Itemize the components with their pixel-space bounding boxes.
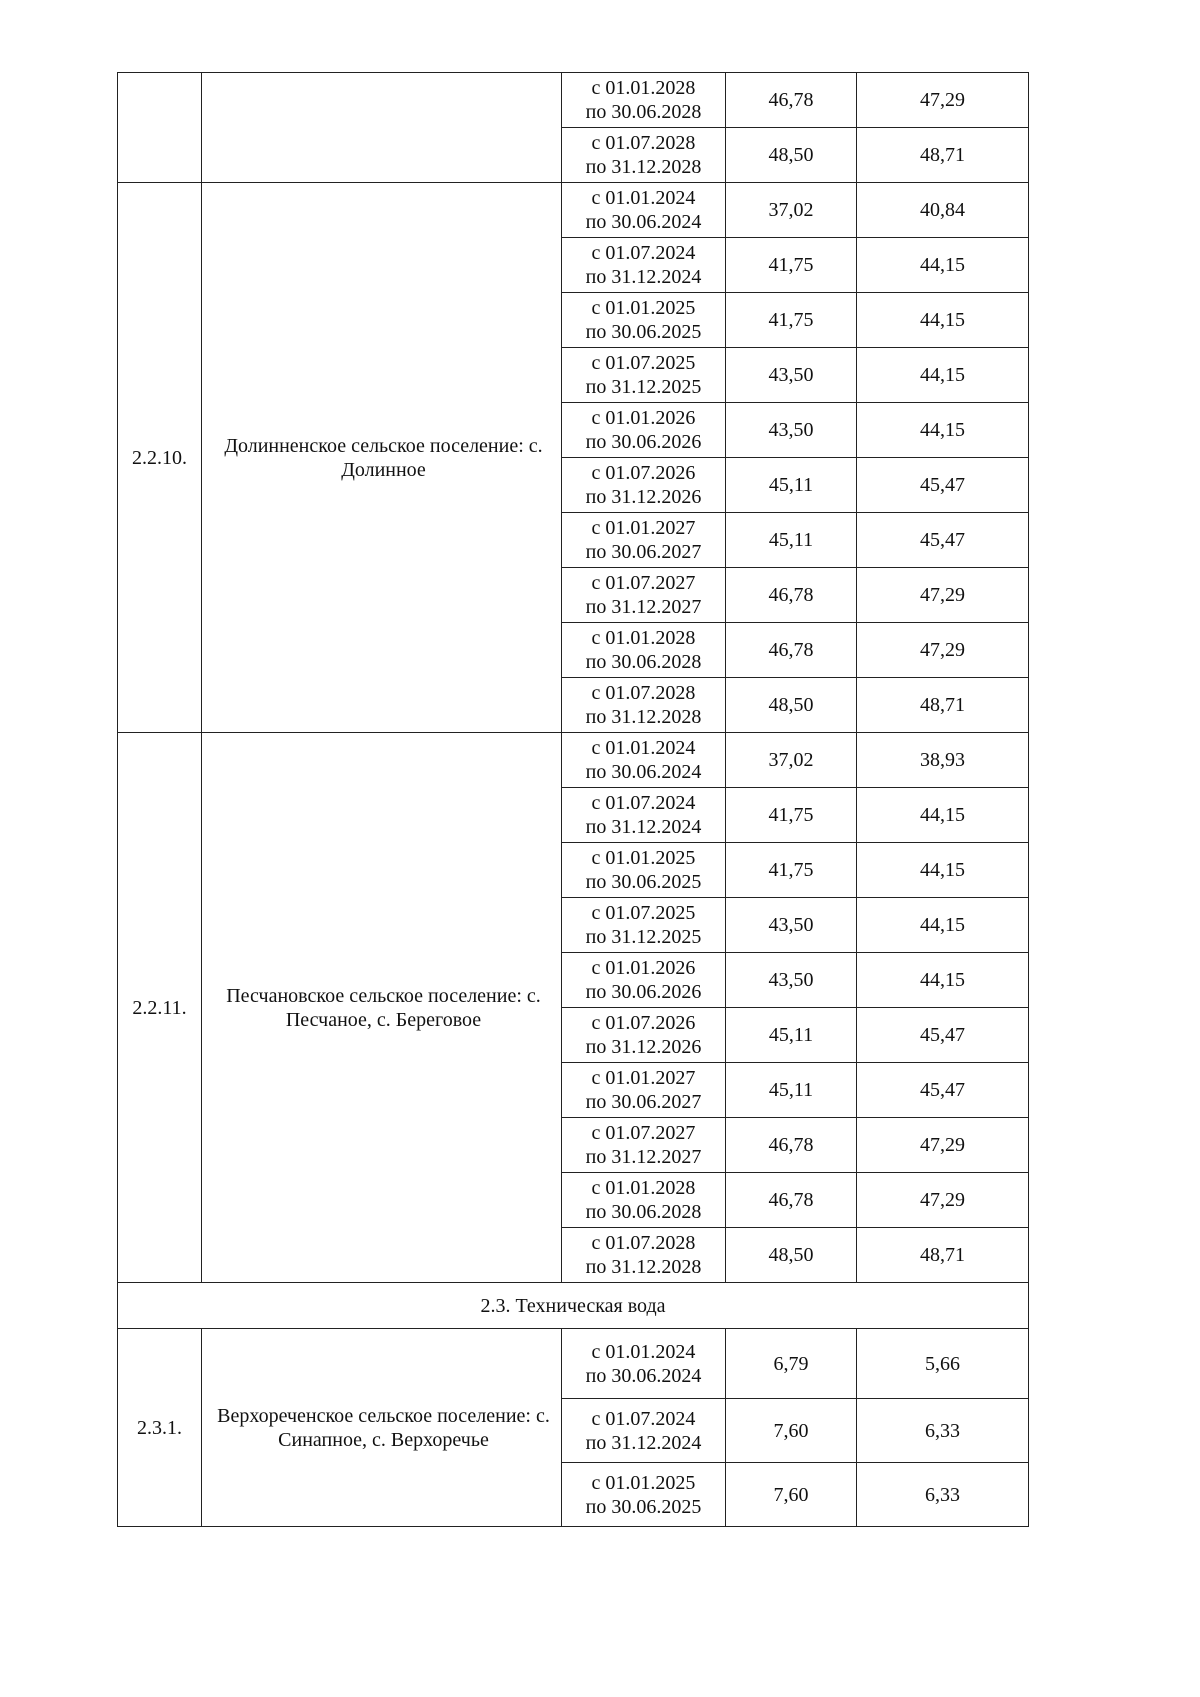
- tariff-value-cell: 43,50: [726, 403, 857, 458]
- tariff-value-cell: 47,29: [857, 568, 1029, 623]
- tariff-value-cell: 47,29: [857, 623, 1029, 678]
- period-cell: с 01.07.2025 по 31.12.2025: [562, 348, 726, 403]
- period-cell: с 01.07.2027 по 31.12.2027: [562, 1118, 726, 1173]
- settlement-cell: Верхореченское сельское поселение: с. Синапное, с. Верхоречье: [202, 1329, 562, 1527]
- tariff-value-cell: 47,29: [857, 1173, 1029, 1228]
- tariff-table: [117, 72, 1029, 1527]
- tariff-value-cell: 41,75: [726, 843, 857, 898]
- tariff-value-cell: 45,11: [726, 513, 857, 568]
- tariff-value-cell: 41,75: [726, 293, 857, 348]
- number-cell: 2.2.11.: [118, 733, 202, 1283]
- tariff-value-cell: 45,47: [857, 458, 1029, 513]
- period-cell: с 01.01.2026 по 30.06.2026: [562, 403, 726, 458]
- number-cell: [118, 73, 202, 183]
- tariff-value-cell: 48,50: [726, 1228, 857, 1283]
- tariff-value-cell: 48,71: [857, 678, 1029, 733]
- period-cell: с 01.01.2028 по 30.06.2028: [562, 623, 726, 678]
- tariff-value-cell: 47,29: [857, 73, 1029, 128]
- period-cell: с 01.07.2028 по 31.12.2028: [562, 1228, 726, 1283]
- tariff-value-cell: 45,47: [857, 1063, 1029, 1118]
- tariff-value-cell: 46,78: [726, 1118, 857, 1173]
- period-cell: с 01.01.2028 по 30.06.2028: [562, 73, 726, 128]
- tariff-value-cell: 41,75: [726, 788, 857, 843]
- tariff-value-cell: 45,47: [857, 1008, 1029, 1063]
- table-row: [118, 733, 1029, 788]
- tariff-value-cell: 45,11: [726, 458, 857, 513]
- number-cell: 2.2.10.: [118, 183, 202, 733]
- period-cell: с 01.07.2024 по 31.12.2024: [562, 788, 726, 843]
- tariff-value-cell: 44,15: [857, 953, 1029, 1008]
- tariff-value-cell: 44,15: [857, 238, 1029, 293]
- tariff-value-cell: 6,33: [857, 1399, 1029, 1463]
- section-row: [118, 1283, 1029, 1329]
- tariff-value-cell: 43,50: [726, 898, 857, 953]
- tariff-value-cell: 44,15: [857, 898, 1029, 953]
- tariff-value-cell: 7,60: [726, 1399, 857, 1463]
- tariff-value-cell: 45,11: [726, 1063, 857, 1118]
- tariff-value-cell: 6,79: [726, 1329, 857, 1399]
- tariff-value-cell: 46,78: [726, 1173, 857, 1228]
- tariff-value-cell: 44,15: [857, 293, 1029, 348]
- tariff-value-cell: 46,78: [726, 623, 857, 678]
- tariff-value-cell: 38,93: [857, 733, 1029, 788]
- period-cell: с 01.01.2025 по 30.06.2025: [562, 843, 726, 898]
- tariff-value-cell: 44,15: [857, 348, 1029, 403]
- tariff-value-cell: 48,71: [857, 1228, 1029, 1283]
- section-title: 2.3. Техническая вода: [118, 1283, 1029, 1329]
- period-cell: с 01.07.2024 по 31.12.2024: [562, 238, 726, 293]
- period-cell: с 01.01.2027 по 30.06.2027: [562, 513, 726, 568]
- period-cell: с 01.01.2024 по 30.06.2024: [562, 733, 726, 788]
- table-row: [118, 1329, 1029, 1399]
- number-cell: 2.3.1.: [118, 1329, 202, 1527]
- tariff-value-cell: 45,11: [726, 1008, 857, 1063]
- period-cell: с 01.07.2026 по 31.12.2026: [562, 458, 726, 513]
- tariff-value-cell: 41,75: [726, 238, 857, 293]
- tariff-value-cell: 6,33: [857, 1463, 1029, 1527]
- period-cell: с 01.01.2027 по 30.06.2027: [562, 1063, 726, 1118]
- settlement-cell: [202, 73, 562, 183]
- period-cell: с 01.01.2024 по 30.06.2024: [562, 183, 726, 238]
- period-cell: с 01.07.2025 по 31.12.2025: [562, 898, 726, 953]
- period-cell: с 01.01.2024 по 30.06.2024: [562, 1329, 726, 1399]
- tariff-value-cell: 7,60: [726, 1463, 857, 1527]
- tariff-value-cell: 5,66: [857, 1329, 1029, 1399]
- tariff-value-cell: 48,50: [726, 678, 857, 733]
- tariff-value-cell: 37,02: [726, 733, 857, 788]
- tariff-value-cell: 45,47: [857, 513, 1029, 568]
- tariff-value-cell: 44,15: [857, 843, 1029, 898]
- period-cell: с 01.01.2025 по 30.06.2025: [562, 1463, 726, 1527]
- period-cell: с 01.07.2027 по 31.12.2027: [562, 568, 726, 623]
- period-cell: с 01.07.2026 по 31.12.2026: [562, 1008, 726, 1063]
- period-cell: с 01.01.2028 по 30.06.2028: [562, 1173, 726, 1228]
- tariff-value-cell: 48,71: [857, 128, 1029, 183]
- tariff-value-cell: 46,78: [726, 568, 857, 623]
- tariff-value-cell: 43,50: [726, 348, 857, 403]
- settlement-cell: Долинненское сельское поселение: с. Долинное: [202, 183, 562, 733]
- tariff-value-cell: 44,15: [857, 788, 1029, 843]
- table-row: [118, 183, 1029, 238]
- settlement-cell: Песчановское сельское поселение: с. Песчаное, с. Береговое: [202, 733, 562, 1283]
- tariff-value-cell: 46,78: [726, 73, 857, 128]
- period-cell: с 01.01.2026 по 30.06.2026: [562, 953, 726, 1008]
- tariff-value-cell: 43,50: [726, 953, 857, 1008]
- period-cell: с 01.07.2024 по 31.12.2024: [562, 1399, 726, 1463]
- tariff-value-cell: 48,50: [726, 128, 857, 183]
- tariff-value-cell: 40,84: [857, 183, 1029, 238]
- tariff-value-cell: 44,15: [857, 403, 1029, 458]
- tariff-value-cell: 37,02: [726, 183, 857, 238]
- table-row: [118, 73, 1029, 128]
- period-cell: с 01.01.2025 по 30.06.2025: [562, 293, 726, 348]
- period-cell: с 01.07.2028 по 31.12.2028: [562, 128, 726, 183]
- period-cell: с 01.07.2028 по 31.12.2028: [562, 678, 726, 733]
- tariff-value-cell: 47,29: [857, 1118, 1029, 1173]
